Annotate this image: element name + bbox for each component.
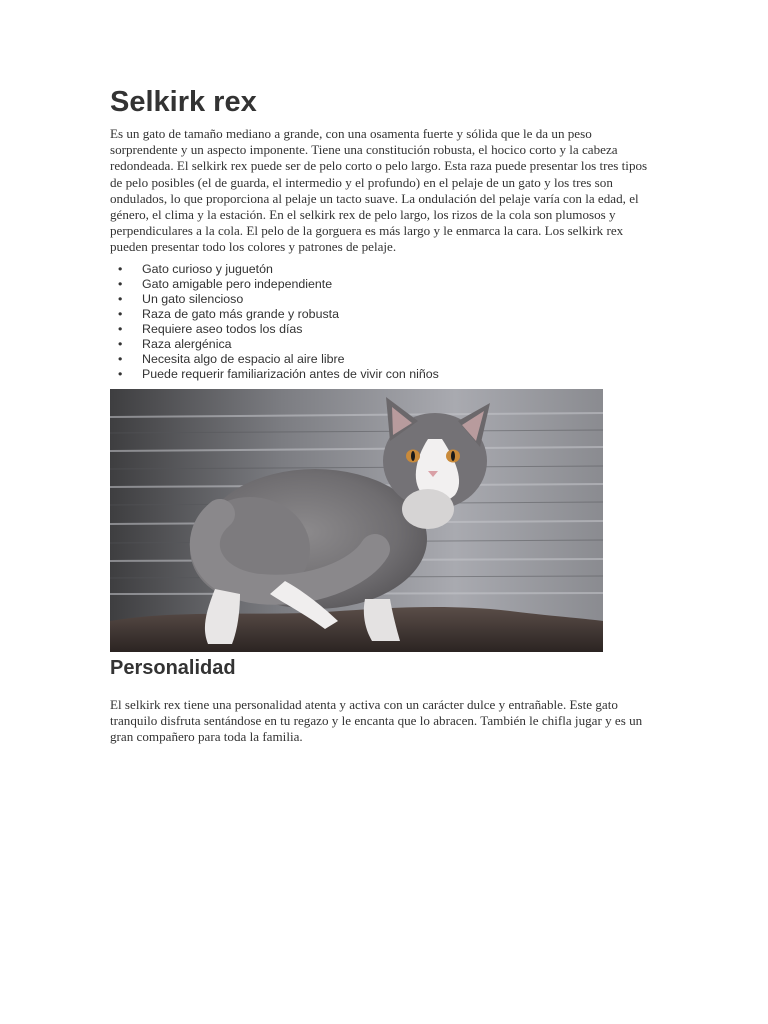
bullet-icon: • (118, 291, 123, 306)
bullet-icon: • (118, 336, 123, 351)
bullet-icon: • (118, 261, 123, 276)
list-item-text: Gato curioso y juguetón (142, 261, 273, 276)
cat-photo (110, 389, 603, 652)
bullet-icon: • (118, 366, 123, 381)
list-item-text: Necesita algo de espacio al aire libre (142, 351, 345, 366)
list-item-text: Requiere aseo todos los días (142, 321, 303, 336)
list-item (110, 262, 660, 277)
list-item (110, 352, 660, 367)
list-item (110, 307, 660, 322)
bullet-icon: • (118, 351, 123, 366)
list-item-text: Gato amigable pero independiente (142, 276, 333, 291)
bullet-icon: • (118, 306, 123, 321)
list-item-text: Puede requerir familiarización antes de vivir con niños (142, 366, 439, 381)
feature-list (110, 262, 660, 382)
list-item-text: Raza alergénica (142, 336, 232, 351)
list-item (110, 322, 660, 337)
list-item (110, 337, 660, 352)
page-title: Selkirk rex (110, 86, 257, 118)
list-item (110, 367, 660, 382)
list-item-text: Un gato silencioso (142, 291, 244, 306)
list-item (110, 277, 660, 292)
section-heading-personalidad: Personalidad (110, 656, 236, 679)
intro-paragraph: Es un gato de tamaño mediano a grande, con una osamenta fuerte y sólida que le da un peso sorprendente y un aspecto imponente. Tiene una constitución robusta, el hocico corto y la cabeza redondeada. El selkirk rex puede ser de pelo corto o pelo largo. Esta raza puede presentar los tres tipos de pelo posibles (el de guarda, el intermedio y el profundo) en el pelaje de un gato y los tres son ondulados, lo que proporciona al pelaje un tacto suave. La ondulación del pelaje varía con la edad, el género, el clima y la estación. En el selkirk rex de pelo largo, los rizos de la cola son plumosos y perpendiculares a la cola. El pelo de la gorguera es más largo y le enmarca la cara. Los selkirk rex pueden presentar todo los colores y patrones de pelaje. (110, 126, 648, 255)
list-item-text: Raza de gato más grande y robusta (142, 306, 339, 321)
list-item (110, 292, 660, 307)
document-content (110, 84, 660, 745)
bullet-icon: • (118, 321, 123, 336)
personality-paragraph: El selkirk rex tiene una personalidad atenta y activa con un carácter dulce y entrañable. Este gato tranquilo disfruta sentándose en tu regazo y le encanta que lo abracen. También le chifla jugar y es un gran compañero para toda la familia. (110, 696, 643, 745)
bullet-icon: • (118, 276, 123, 291)
